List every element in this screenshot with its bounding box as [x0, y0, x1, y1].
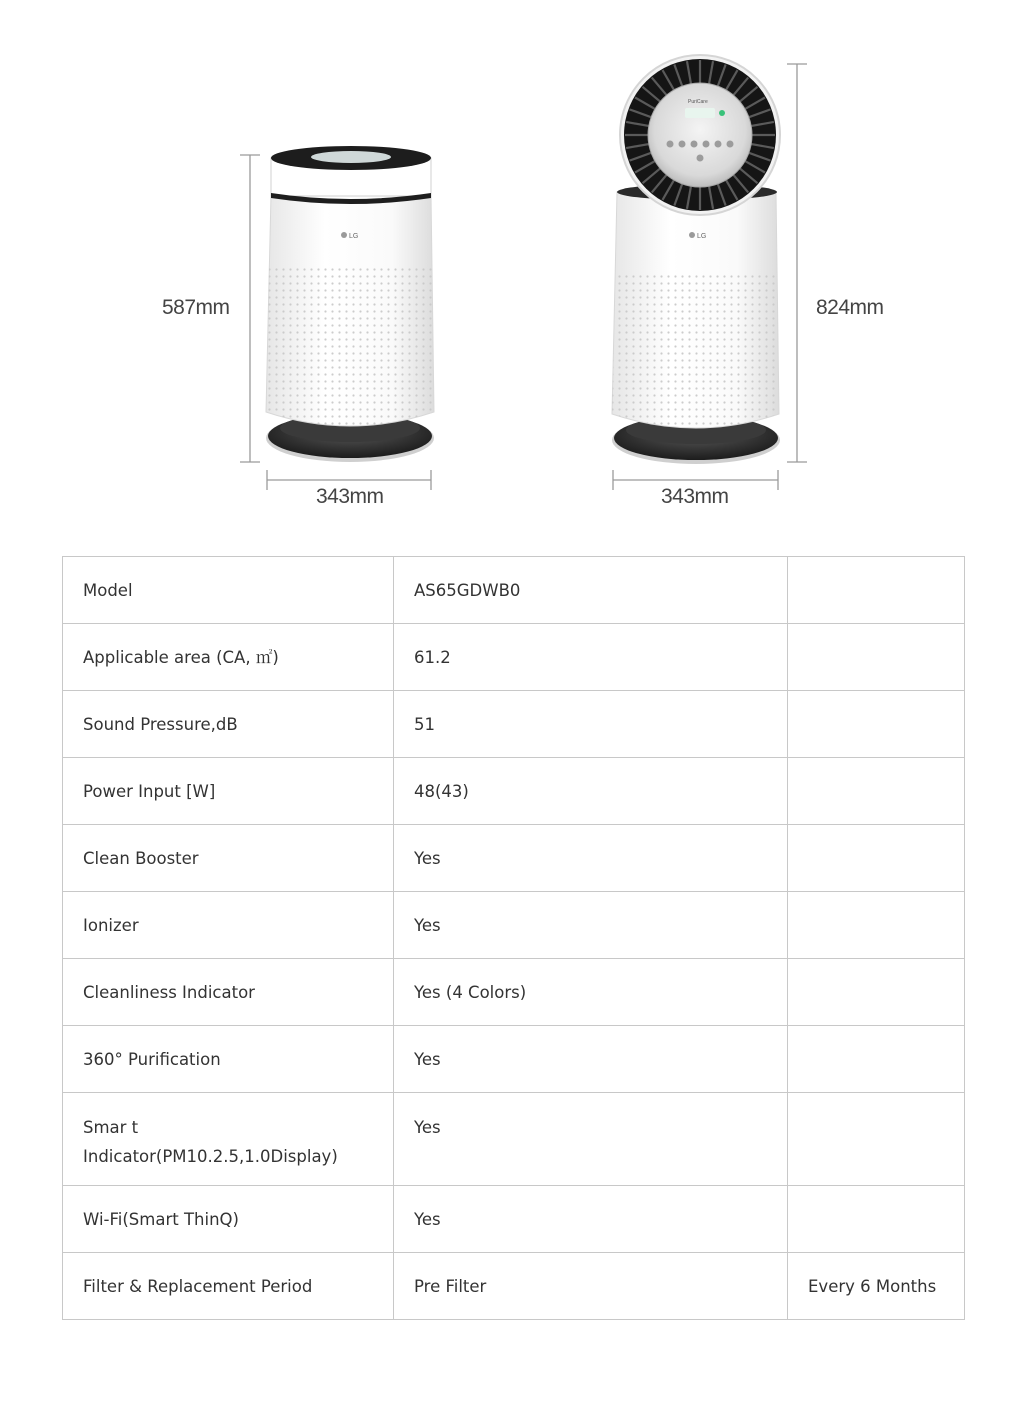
table-row — [63, 758, 965, 825]
svg-text:LG: LG — [697, 233, 707, 240]
air-purifier-open — [612, 55, 780, 464]
fan-head — [620, 55, 780, 215]
table-row — [63, 691, 965, 758]
table-row — [63, 1093, 965, 1186]
spec-value: 61.2 — [394, 624, 788, 691]
table-row — [63, 825, 965, 892]
spec-label: Ionizer — [63, 892, 394, 959]
spec-extra: Every 6 Months — [788, 1253, 965, 1320]
spec-label: 360° Purification — [63, 1026, 394, 1093]
spec-label — [63, 1093, 394, 1186]
spec-label: Sound Pressure,dB — [63, 691, 394, 758]
table-row — [63, 624, 965, 691]
spec-label: Clean Booster — [63, 825, 394, 892]
table-row — [63, 1186, 965, 1253]
spec-extra — [788, 1186, 965, 1253]
lg-logo: LG — [349, 233, 359, 240]
spec-table — [62, 556, 965, 1320]
spec-value: Yes — [394, 825, 788, 892]
left-width-label: 343mm — [316, 485, 384, 508]
puricare-logo: PuriCare — [688, 99, 708, 105]
spec-label-line: Smar t — [83, 1118, 139, 1137]
spec-label: Filter & Replacement Period — [63, 1253, 394, 1320]
table-row — [63, 1026, 965, 1093]
spec-value: AS65GDWB0 — [394, 557, 788, 624]
spec-value: Yes — [394, 1093, 788, 1186]
air-purifier-closed — [266, 146, 434, 462]
spec-extra — [788, 1093, 965, 1186]
spec-value: Yes — [394, 1186, 788, 1253]
spec-label: Cleanliness Indicator — [63, 959, 394, 1026]
spec-extra — [788, 624, 965, 691]
product-illustration — [0, 0, 1024, 540]
table-row — [63, 1253, 965, 1320]
table-row — [63, 557, 965, 624]
spec-extra — [788, 825, 965, 892]
spec-value: Pre Filter — [394, 1253, 788, 1320]
spec-value: 48(43) — [394, 758, 788, 825]
right-width-label: 343mm — [661, 485, 729, 508]
spec-value: Yes — [394, 892, 788, 959]
spec-value: 51 — [394, 691, 788, 758]
right-height-label: 824mm — [816, 296, 884, 319]
spec-label: Power Input [W] — [63, 758, 394, 825]
table-row — [63, 959, 965, 1026]
spec-value: Yes (4 Colors) — [394, 959, 788, 1026]
spec-extra — [788, 1026, 965, 1093]
spec-label: Applicable area (CA, ㎡) — [63, 624, 394, 691]
spec-label: Model — [63, 557, 394, 624]
spec-extra — [788, 691, 965, 758]
left-height-label: 587mm — [162, 296, 230, 319]
spec-extra — [788, 959, 965, 1026]
spec-label: Wi-Fi(Smart ThinQ) — [63, 1186, 394, 1253]
spec-value: Yes — [394, 1026, 788, 1093]
spec-extra — [788, 892, 965, 959]
spec-extra — [788, 758, 965, 825]
table-row — [63, 892, 965, 959]
spec-extra — [788, 557, 965, 624]
product-dimension-figure — [0, 0, 1024, 540]
spec-label-line: Indicator(PM10.2.5,1.0Display) — [83, 1147, 338, 1166]
